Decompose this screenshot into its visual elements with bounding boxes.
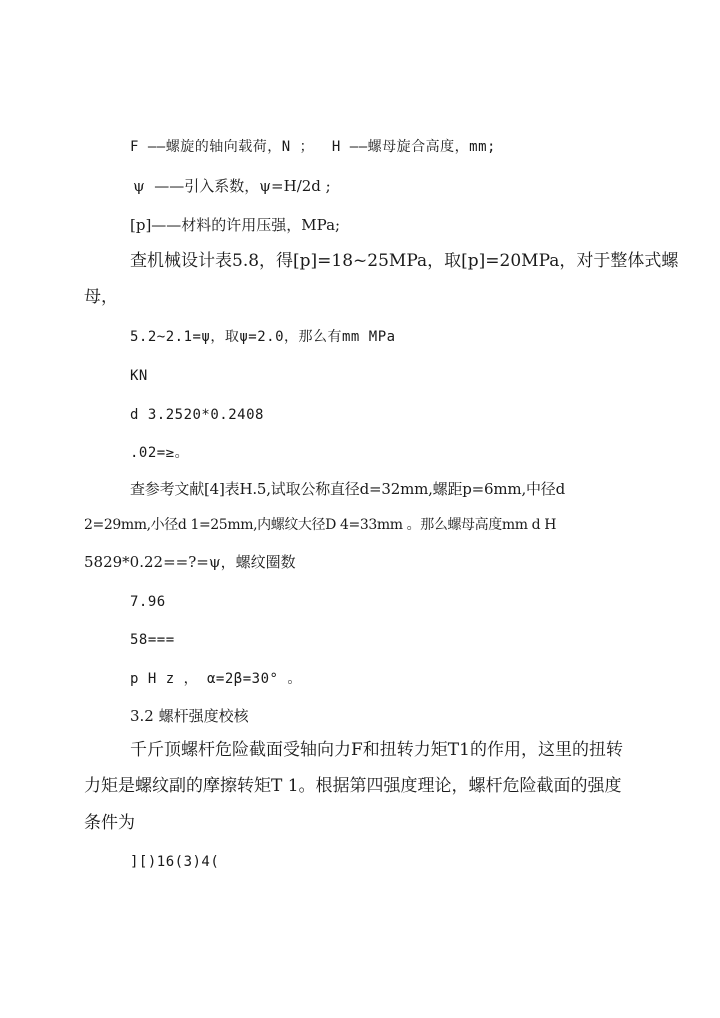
text-line-4: 查机械设计表5.8，得[p]=18~25MPa，取[p]=20MPa，对于整体式螺 [130,251,679,271]
text-line-11: 2=29mm,小径d 1=25mm,内螺纹大径D 4=33mm 。那么螺母高度mm d H [84,517,557,533]
text-line-17: 千斤顶螺杆危险截面受轴向力F和扭转力矩T1的作用，这里的扭转 [130,740,623,760]
text-line-13: 7.96 [130,594,166,610]
text-line-5: 母， [84,287,118,307]
text-line-3: [p]——材料的许用压强，MPa; [130,216,341,234]
text-line-18: 力矩是螺纹副的摩擦转矩T 1。根据第四强度理论，螺杆危险截面的强度 [84,776,622,796]
text-line-12: 5829*0.22==?=ψ，螺纹圈数 [84,553,296,571]
text-line-9: .02=≥。 [130,445,190,461]
text-line-7: KN [130,368,148,384]
text-line-15: p H z ， α=2β=30° 。 [130,671,302,687]
text-line-19: 条件为 [84,813,135,833]
text-line-1: F ——螺旋的轴向载荷，N ； H ——螺母旋合高度，mm; [130,139,496,155]
text-line-10: 查参考文献[4]表H.5,试取公称直径d=32mm,螺距p=6mm,中径d [130,480,566,498]
text-line-20: ][)16(3)4( [130,854,220,870]
text-line-2: ψ ——引入系数，ψ=H/2d ; [133,177,331,195]
text-line-14: 58=== [130,632,175,648]
text-line-8: d 3.2520*0.2408 [130,407,264,423]
section-heading: 3.2 螺杆强度校核 [130,707,249,725]
text-line-6: 5.2~2.1=ψ，取ψ=2.0，那么有mm MPa [130,329,396,345]
